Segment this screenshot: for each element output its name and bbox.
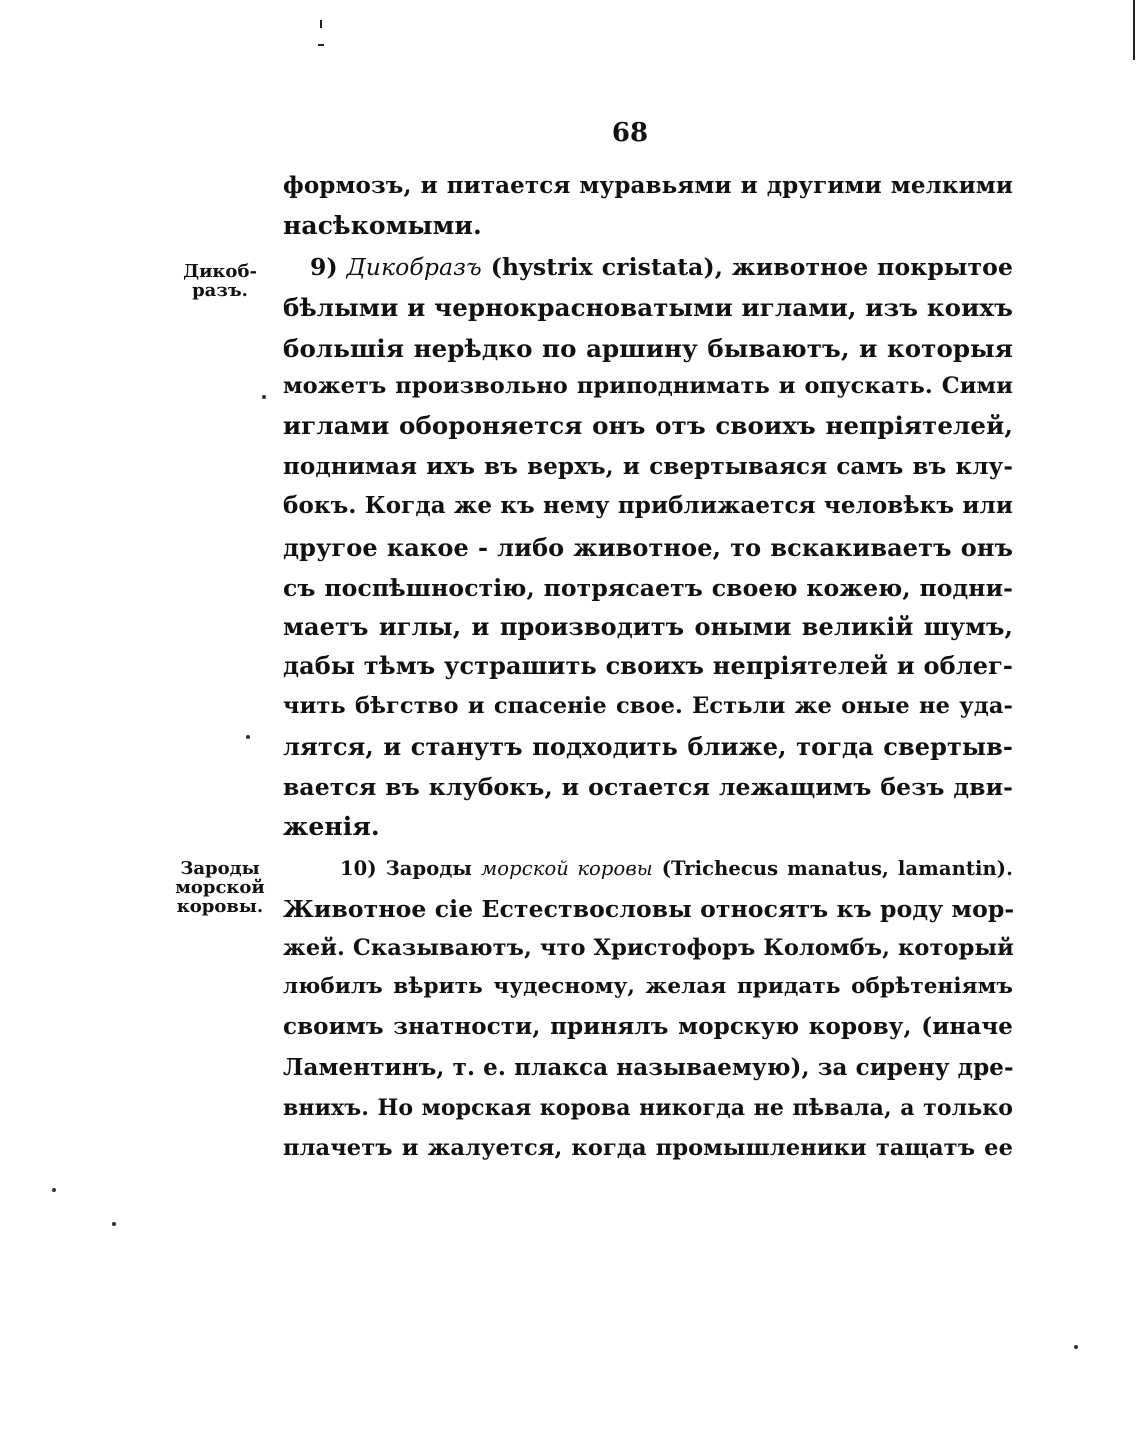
text-line: большія нерѣдко по аршину бываютъ, и которыя	[283, 334, 1013, 363]
text-line: дабы тѣмъ устрашить своихъ непріятелей и облег-	[283, 651, 1013, 680]
text-line: бокъ. Когда же къ нему приближается человѣкъ или	[283, 492, 1013, 519]
line-rest: (Trichecus manatus, lamantin).	[652, 857, 1013, 880]
text-line: иглами обороняется онъ отъ своихъ непріятелей,	[283, 411, 1013, 440]
scan-mark	[318, 44, 324, 46]
text-line-heading-manatee	[340, 853, 1013, 885]
text-line: женія.	[283, 812, 380, 841]
term-sea-cow: морской коровы	[481, 857, 653, 880]
margin-note-line: Зароды	[180, 858, 260, 879]
text-line: съ поспѣшностію, потрясаетъ своею кожею, подни-	[283, 574, 1013, 602]
text-line: Ламентинъ, т. е. плакса называемую), за сирену дре-	[283, 1054, 1014, 1081]
text-line: можетъ произвольно приподнимать и опускать. Сими	[283, 373, 1013, 399]
text-line: формозъ, и питается муравьями и другими мелкими	[283, 172, 1013, 199]
page-number: 68	[611, 118, 649, 148]
scan-mark	[320, 20, 322, 28]
scan-edge	[1133, 0, 1135, 60]
text-line: своимъ знатности, принялъ морскую корову, (иначе	[283, 1013, 1013, 1040]
item-number: 9)	[310, 253, 347, 281]
margin-note-manatee	[172, 859, 268, 916]
text-line: вается въ клубокъ, и остается лежащимъ безъ дви-	[283, 773, 1013, 801]
text-line: маетъ иглы, и производитъ оными великій шумъ,	[283, 612, 1013, 641]
margin-note-porcupine	[172, 262, 268, 300]
scan-speck	[112, 1222, 116, 1226]
text-line-heading-porcupine	[310, 251, 1013, 283]
text-line: плачетъ и жалуется, когда промышленики тащатъ ее	[283, 1135, 1013, 1161]
text-line: жей. Сказываютъ, что Христофоръ Коломбъ, который	[283, 935, 1014, 961]
text-line: лятся, и станутъ подходить ближе, тогда свертыв-	[283, 732, 1013, 761]
margin-note-line: коровы.	[176, 896, 264, 917]
line-rest: (hystrix cristata), животное покрытое	[481, 253, 1014, 281]
scan-speck	[52, 1188, 56, 1192]
text-line: чить бѣгство и спасеніе свое. Естьли же оные не уда-	[283, 693, 1013, 719]
text-line: насѣкомыми.	[283, 211, 482, 240]
scan-speck	[246, 735, 250, 739]
text-line: Животное сіе Естествословы относятъ къ роду мор-	[283, 895, 1015, 923]
margin-note-line: морской	[175, 877, 265, 898]
text-line: любилъ вѣрить чудесному, желая придать обрѣтеніямъ	[283, 974, 1013, 999]
term-porcupine: Дикобразъ	[346, 253, 482, 281]
text-line: поднимая ихъ въ верхъ, и свертываяся самъ въ клу-	[283, 453, 1013, 480]
scan-speck	[1074, 1345, 1078, 1349]
text-line: внихъ. Но морская корова никогда не пѣвала, а только	[283, 1095, 1013, 1121]
margin-note-line: Дикоб-	[183, 261, 257, 282]
margin-note-line: разъ.	[192, 280, 248, 301]
text-line: бѣлыми и чернокрасноватыми иглами, изъ коихъ	[283, 293, 1013, 322]
item-number: 10) Зароды	[340, 857, 482, 880]
text-line: другое какое - либо животное, то вскакиваетъ онъ	[283, 533, 1013, 562]
scan-speck	[262, 395, 266, 399]
